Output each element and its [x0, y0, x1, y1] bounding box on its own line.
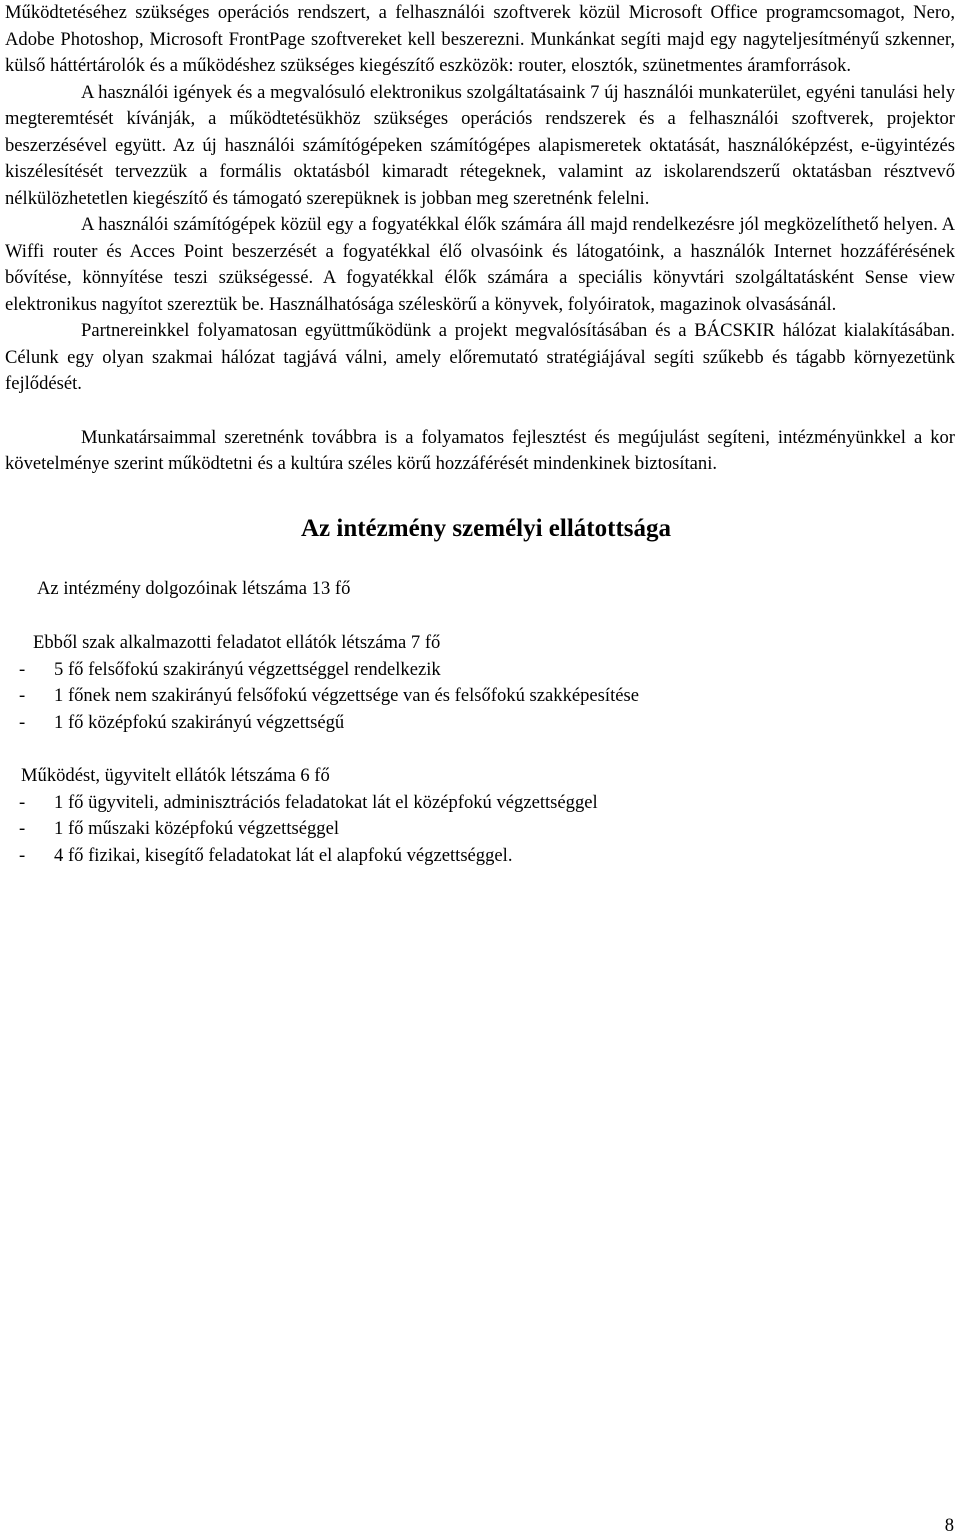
- professional-staff-title: Ebből szak alkalmazotti feladatot ellátók létszáma 7 fő: [33, 632, 441, 653]
- list-item: [5, 657, 955, 684]
- spacer: [5, 544, 955, 576]
- list-item: [5, 816, 955, 843]
- paragraph-closing: Munkatársaimmal szeretnénk továbbra is a folyamatos fejlesztést és megújulást segíteni, intézményünkkel a kor követelménye szerint működtetni és a kultúra széles körű hozzáférését mindenkinek biztosítani.: [5, 426, 955, 474]
- spacer: [5, 478, 955, 514]
- list-item-text: 5 fő felsőfokú szakirányú végzettséggel rendelkezik: [54, 658, 441, 680]
- list-item-text: 4 fő fizikai, kisegítő feladatokat lát el alapfokú végzettséggel.: [54, 844, 513, 866]
- dash-bullet: -: [19, 844, 26, 866]
- paragraph-software-equipment: Működtetéséhez szükséges operációs rendszert, a felhasználói szoftverek közül Microsoft Office programcsomagot, Nero, Adobe Photoshop, Microsoft FrontPage szoftvereket kell beszerezni. Munkánkat segíti majd egy nagyteljesítményű szkenner, külső háttértárolók és a működéshez szükséges kiegészítő eszközök: router, elosztók, szünetmentes áramforrások.: [5, 2, 955, 76]
- list-item: [5, 683, 955, 710]
- spacer: [5, 398, 955, 425]
- paragraph-user-needs: A használói igények és a megvalósuló elektronikus szolgáltatásaink 7 új használói munkaterület, egyéni tanulási hely megteremtését kívánják, a működtetésükhöz szükséges operációs rendszerek és a felhasználói szoftverek, projektor beszerzésével együtt. Az új használói számítógépeken számítógépes alapismeretek oktatását, használóképzést, e-ügyintézés kiszélesítését tervezzük a formális oktatásból kimaradt rétegeknek, valamint az iskolarendszerű oktatásban résztvevő nélkülözhetetlen kiegészítő és támogató szerepüknek is jobban meg szeretnénk felelni.: [5, 81, 955, 209]
- list-item: [5, 710, 955, 737]
- staff-total: Az intézmény dolgozóinak létszáma 13 fő: [37, 577, 351, 599]
- section-heading: Az intézmény személyi ellátottsága: [300, 514, 672, 542]
- page-number: 8: [944, 1515, 954, 1536]
- list-item-text: 1 fő ügyviteli, adminisztrációs feladatokat lát el középfokú végzettséggel: [54, 791, 598, 813]
- operational-staff-title: Működést, ügyvitelt ellátók létszáma 6 fő: [21, 765, 330, 786]
- paragraph-accessibility: A használói számítógépek közül egy a fogyatékkal élők számára áll majd rendelkezésre jól megközelíthető helyen. A Wiffi router és Acces Point beszerzését a fogyatékkal élő olvasóink és látogatóink, a használók Internet hozzáférésének bővítése, könnyítése teszi szükségessé. A fogyatékkal élők számára a speciális könyvtári szolgáltatásként Sense view elektronikus nagyítot szereztük be. Használhatósága széleskörű a könyvek, folyóiratok, magazinok olvasásánál.: [5, 214, 955, 315]
- list-item-text: 1 főnek nem szakirányú felsőfokú végzettsége van és felsőfokú szakképesítése: [54, 685, 639, 706]
- spacer: [5, 602, 955, 630]
- list-item: [5, 843, 955, 870]
- dash-bullet: -: [19, 685, 26, 706]
- list-item: [5, 790, 955, 817]
- list-item-text: 1 fő középfokú szakirányú végzettségű: [54, 711, 345, 733]
- spacer: [5, 736, 955, 763]
- dash-bullet: -: [19, 658, 26, 680]
- list-item-text: 1 fő műszaki középfokú végzettséggel: [54, 818, 340, 839]
- professional-staff-list: [5, 657, 955, 737]
- dash-bullet: -: [19, 818, 26, 839]
- operational-staff-list: [5, 790, 955, 870]
- dash-bullet: -: [19, 791, 26, 813]
- dash-bullet: -: [19, 711, 26, 733]
- paragraph-partners: Partnereinkkel folyamatosan együttműködünk a projekt megvalósításában és a BÁCSKIR hálózat kialakításában. Célunk egy olyan szakmai hálózat tagjává válni, amely előremutató stratégiájával segíti szűkebb és tágabb környezetünk fejlődését.: [5, 320, 955, 394]
- document-page: [5, 0, 955, 869]
